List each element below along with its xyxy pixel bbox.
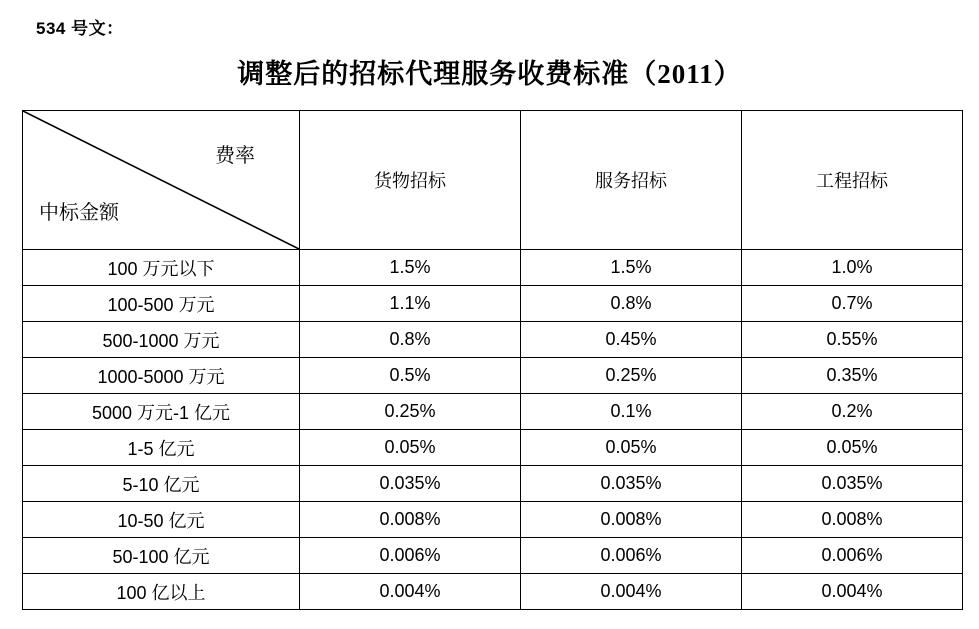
table-row: [23, 250, 963, 286]
document-reference-number: 534 号文：: [36, 19, 124, 38]
row-value-service: 0.004%: [521, 574, 742, 610]
page-title: 调整后的招标代理服务收费标准（2011）: [237, 59, 742, 89]
row-label: 100 万元以下: [23, 250, 300, 286]
row-value-engineering: 1.0%: [742, 250, 963, 286]
row-value-goods: 0.05%: [300, 430, 521, 466]
row-value-service: 0.1%: [521, 394, 742, 430]
column-header-engineering: 工程招标: [742, 111, 963, 250]
row-label: 50-100 亿元: [23, 538, 300, 574]
table-row: [23, 574, 963, 610]
row-value-engineering: 0.55%: [742, 322, 963, 358]
fee-standard-table-container: [22, 110, 958, 610]
row-label: 5-10 亿元: [23, 466, 300, 502]
row-value-service: 0.8%: [521, 286, 742, 322]
table-row: [23, 538, 963, 574]
row-value-service: 0.008%: [521, 502, 742, 538]
table-header-row: [23, 111, 963, 250]
row-value-engineering: 0.05%: [742, 430, 963, 466]
row-label: 100-500 万元: [23, 286, 300, 322]
row-value-service: 0.45%: [521, 322, 742, 358]
row-label: 500-1000 万元: [23, 322, 300, 358]
table-row: [23, 466, 963, 502]
table-row: [23, 502, 963, 538]
row-label: 1-5 亿元: [23, 430, 300, 466]
row-value-goods: 0.5%: [300, 358, 521, 394]
row-value-engineering: 0.35%: [742, 358, 963, 394]
row-value-goods: 0.006%: [300, 538, 521, 574]
row-value-engineering: 0.2%: [742, 394, 963, 430]
row-value-goods: 1.5%: [300, 250, 521, 286]
row-value-engineering: 0.004%: [742, 574, 963, 610]
table-row: [23, 286, 963, 322]
row-label: 10-50 亿元: [23, 502, 300, 538]
row-value-engineering: 0.035%: [742, 466, 963, 502]
row-value-service: 0.006%: [521, 538, 742, 574]
column-header-goods: 货物招标: [300, 111, 521, 250]
row-value-goods: 1.1%: [300, 286, 521, 322]
row-value-engineering: 0.006%: [742, 538, 963, 574]
row-value-service: 0.05%: [521, 430, 742, 466]
table-row: [23, 358, 963, 394]
row-value-service: 0.035%: [521, 466, 742, 502]
row-label: 100 亿以上: [23, 574, 300, 610]
row-value-goods: 0.8%: [300, 322, 521, 358]
row-value-service: 1.5%: [521, 250, 742, 286]
row-value-service: 0.25%: [521, 358, 742, 394]
row-value-goods: 0.25%: [300, 394, 521, 430]
row-value-engineering: 0.008%: [742, 502, 963, 538]
table-row: [23, 394, 963, 430]
row-value-engineering: 0.7%: [742, 286, 963, 322]
table-row: [23, 322, 963, 358]
column-header-service: 服务招标: [521, 111, 742, 250]
fee-standard-table: [22, 110, 963, 610]
table-row: [23, 430, 963, 466]
row-value-goods: 0.008%: [300, 502, 521, 538]
row-value-goods: 0.035%: [300, 466, 521, 502]
diagonal-divider-icon: [23, 111, 299, 249]
row-label: 5000 万元-1 亿元: [23, 394, 300, 430]
corner-header-amount-label: 中标金额: [39, 202, 119, 224]
row-label: 1000-5000 万元: [23, 358, 300, 394]
corner-header-rate-label: 费率: [215, 145, 255, 167]
row-value-goods: 0.004%: [300, 574, 521, 610]
table-corner-header-cell: [23, 111, 300, 250]
